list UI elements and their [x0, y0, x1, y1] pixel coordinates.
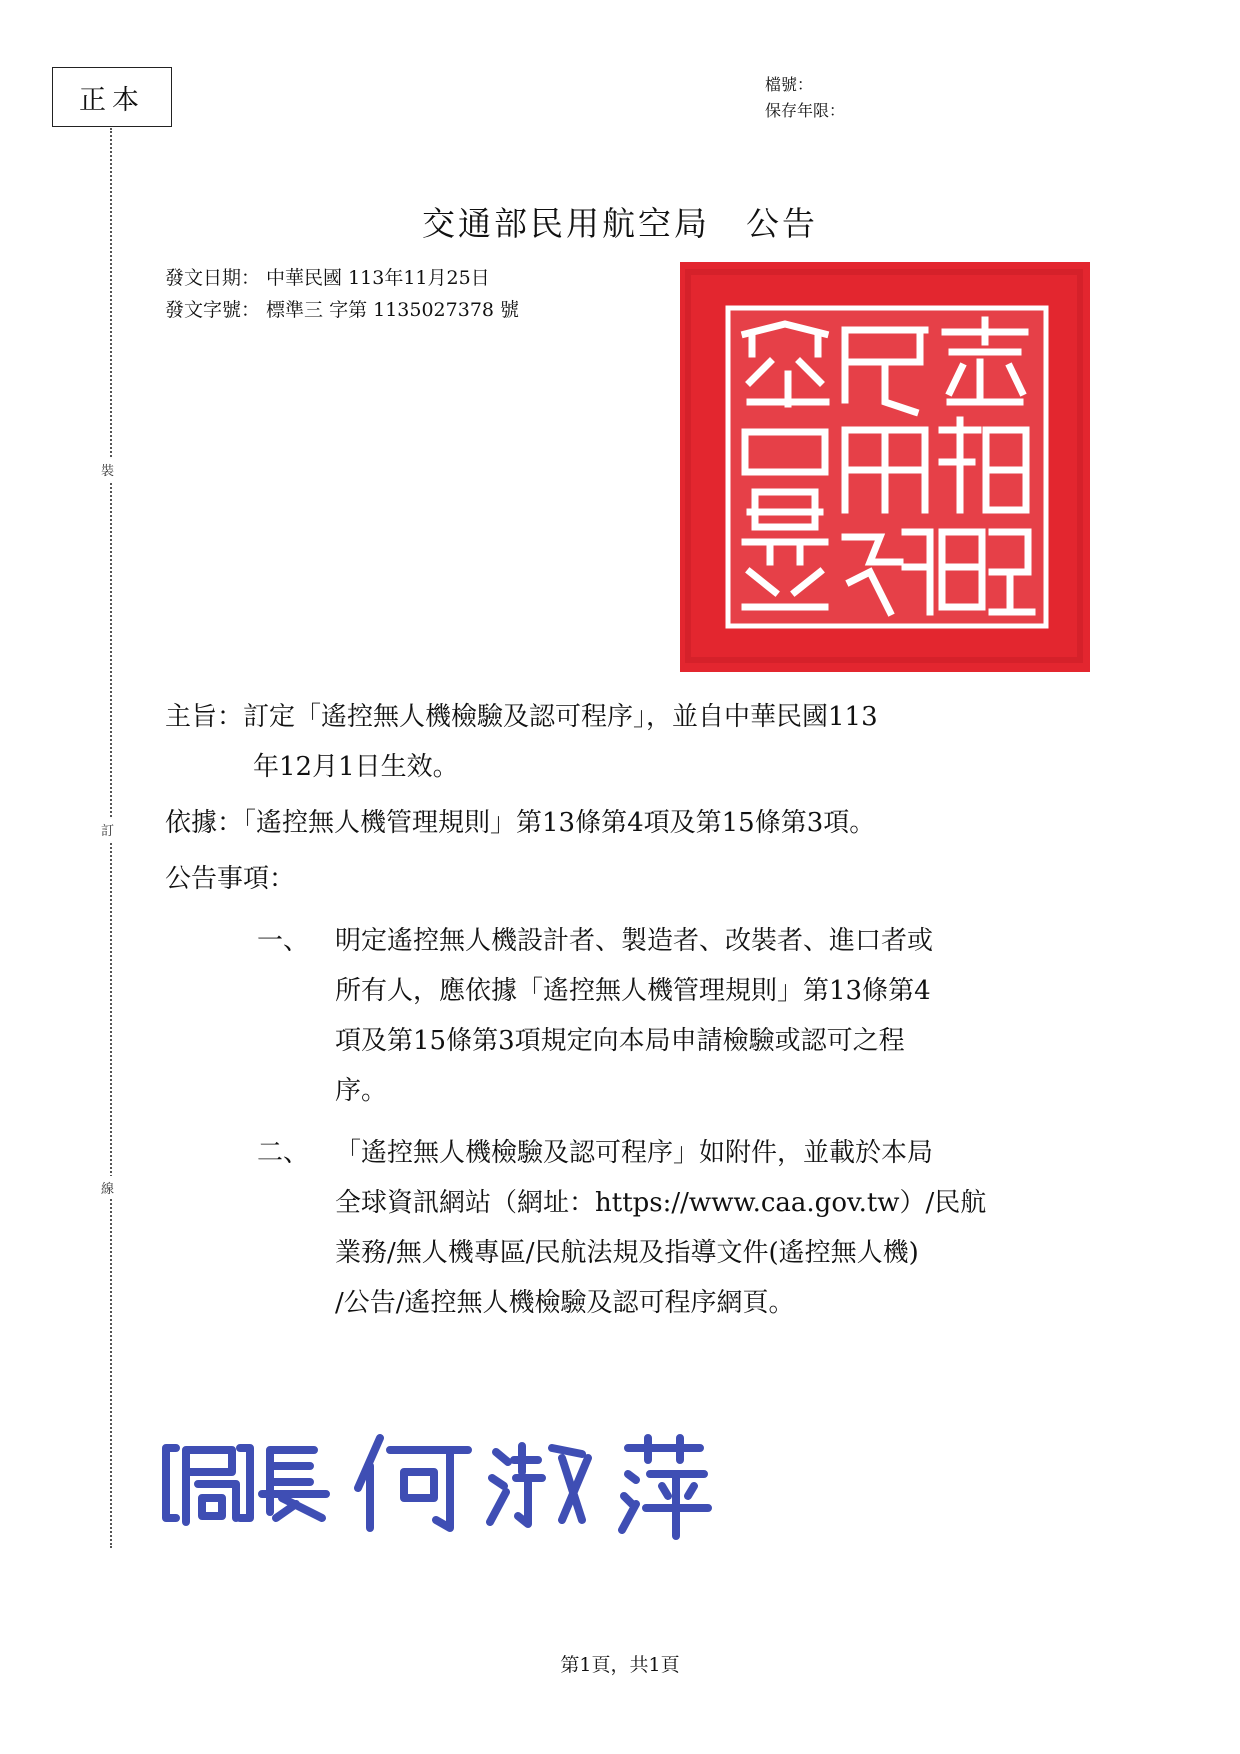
- file-number-label: 檔號：: [765, 75, 814, 94]
- basis-paragraph: 依據：「遙控無人機管理規則」第13條第4項及第15條第3項。: [165, 808, 876, 838]
- director-signature: [158, 1418, 798, 1548]
- notice-item-line: 明定遙控無人機設計者、製造者、改裝者、進口者或: [335, 926, 934, 956]
- issue-number: 發文字號： 標準三 字第 1135027378 號: [165, 299, 520, 321]
- binding-char-xian: 線: [101, 1176, 114, 1199]
- agency-name: 交通部民用航空局: [422, 204, 710, 243]
- notice-heading: 公告事項：: [165, 864, 296, 894]
- notice-item-1: [165, 916, 1115, 1116]
- notice-item-line: 序。: [335, 1076, 388, 1106]
- issue-meta: [165, 262, 519, 326]
- notice-item-line: 項及第15條第3項規定向本局申請檢驗或認可之程: [335, 1026, 905, 1056]
- notice-item-2: [165, 1128, 1115, 1328]
- binding-char-ding: 訂: [101, 818, 114, 841]
- notice-item-line: /公告/遙控無人機檢驗及認可程序網頁。: [335, 1288, 795, 1318]
- notice-item-line: 業務/無人機專區/民航法規及指導文件(遙控無人機): [335, 1238, 919, 1268]
- retention-period-label: 保存年限：: [765, 101, 846, 120]
- subject-paragraph: [165, 692, 1115, 792]
- page-footer: 第1頁，共1頁: [560, 1654, 680, 1676]
- official-seal: [680, 262, 1090, 672]
- document-type: 公告: [746, 204, 818, 243]
- issue-date: 發文日期： 中華民國 113年11月25日: [165, 267, 490, 289]
- subject-line-2: 年12月1日生效。: [253, 752, 459, 782]
- notice-item-line: 全球資訊網站（網址：https://www.caa.gov.tw）/民航: [335, 1188, 987, 1218]
- file-info: [765, 72, 845, 124]
- notice-item-line: 所有人，應依據「遙控無人機管理規則」第13條第4: [335, 976, 931, 1006]
- original-copy-label: 正本: [52, 67, 172, 127]
- notice-item-number: 一、: [257, 926, 310, 956]
- binding-char-zhuang: 裝: [101, 458, 114, 481]
- document-title: [0, 198, 1240, 245]
- subject-line-1: 主旨：訂定「遙控無人機檢驗及認可程序」，並自中華民國113: [165, 702, 878, 732]
- notice-item-line: 「遙控無人機檢驗及認可程序」如附件，並載於本局: [335, 1138, 934, 1168]
- notice-item-number: 二、: [257, 1138, 310, 1168]
- announcement-body: [165, 692, 1115, 1328]
